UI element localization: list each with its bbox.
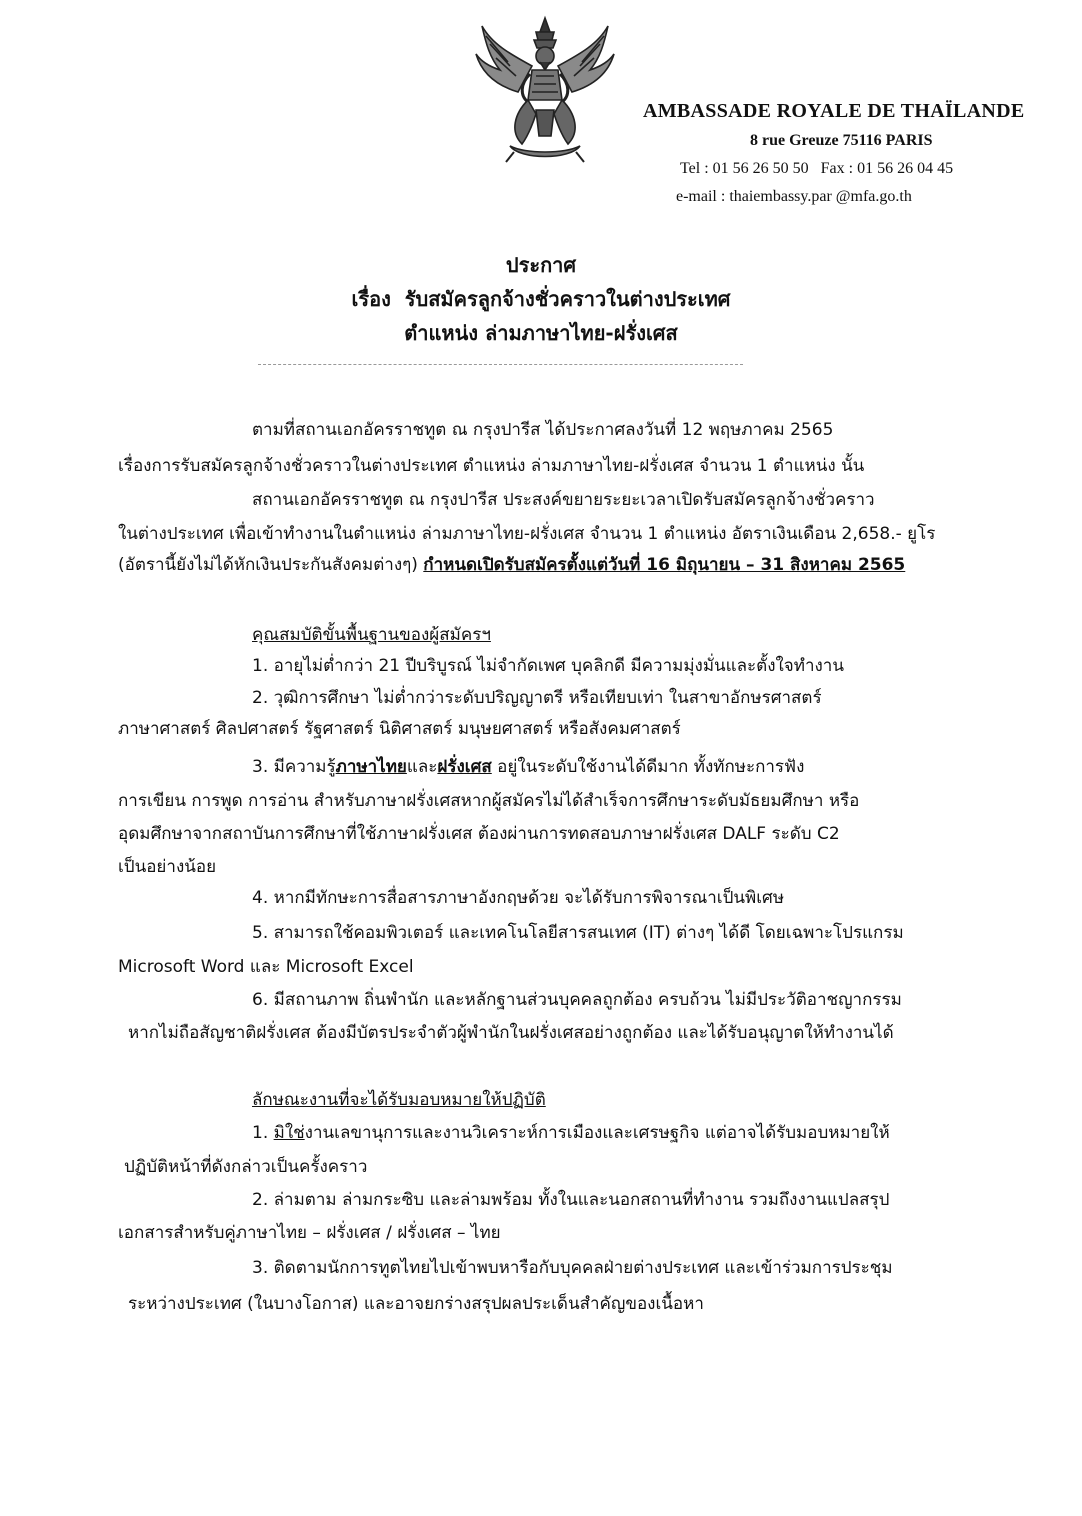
announcement-heading: ประกาศ [505, 253, 577, 277]
qualification-item-5b: Microsoft Word และ Microsoft Excel [118, 957, 414, 977]
embassy-address: 8 rue Greuze 75116 PARIS [750, 132, 933, 149]
duty-item-2b: เอกสารสำหรับคู่ภาษาไทย – ฝรั่งเศส / ฝรั่งเศส – ไทย [118, 1223, 501, 1243]
intro-line-3: สถานเอกอัครราชทูต ณ กรุงปารีส ประสงค์ขยายระยะเวลาเปิดรับสมัครลูกจ้างชั่วคราว [252, 490, 875, 510]
application-deadline: กำหนดเปิดรับสมัครตั้งแต่วันที่ 16 มิถุนายน – 31 สิงหาคม 2565 [423, 555, 906, 575]
q3-thai-language: ภาษาไทย [335, 757, 407, 777]
q3-french-language: ฝรั่งเศส [437, 757, 492, 777]
intro-line-2: เรื่องการรับสมัครลูกจ้างชั่วคราวในต่างประเทศ ตำแหน่ง ล่ามภาษาไทย-ฝรั่งเศส จำนวน 1 ตำแหน่ง นั้น [118, 456, 865, 476]
qualification-item-3b: การเขียน การพูด การอ่าน สำหรับภาษาฝรั่งเศสหากผู้สมัครไม่ได้สำเร็จการศึกษาระดับมัธยมศึกษา หรือ [118, 791, 860, 811]
intro-line-1: ตามที่สถานเอกอัครราชทูต ณ กรุงปารีส ได้ประกาศลงวันที่ 12 พฤษภาคม 2565 [252, 420, 834, 440]
qualification-item-2a: 2. วุฒิการศึกษา ไม่ต่ำกว่าระดับปริญญาตรี หรือเทียบเท่า ในสาขาอักษรศาสตร์ [252, 688, 822, 708]
duty-item-2a: 2. ล่ามตาม ล่ามกระซิบ และล่ามพร้อม ทั้งในและนอกสถานที่ทำงาน รวมถึงงานแปลสรุป [252, 1190, 890, 1210]
intro-line-5 [118, 553, 905, 577]
garuda-emblem-icon [470, 14, 620, 164]
qualification-item-1: 1. อายุไม่ต่ำกว่า 21 ปีบริบูรณ์ ไม่จำกัดเพศ บุคลิกดี มีความมุ่งมั่นและตั้งใจทำงาน [252, 656, 844, 676]
embassy-phone-fax: Tel : 01 56 26 50 50 Fax : 01 56 26 04 45 [680, 160, 954, 177]
qualification-item-3c: อุดมศึกษาจากสถาบันการศึกษาที่ใช้ภาษาฝรั่งเศส ต้องผ่านการทดสอบภาษาฝรั่งเศส DALF ระดับ C2 [118, 824, 840, 844]
announcement-subject: เรื่อง รับสมัครลูกจ้างชั่วคราวในต่างประเทศ [351, 287, 731, 311]
embassy-email: e-mail : thaiembassy.par @mfa.go.th [676, 188, 912, 205]
duty-item-1a [252, 1121, 890, 1145]
duty-item-1b: ปฏิบัติหน้าที่ดังกล่าวเป็นครั้งคราว [124, 1157, 368, 1177]
q3-text-3: อยู่ในระดับใช้งานได้ดีมาก ทั้งทักษะการฟัง [491, 757, 805, 777]
title-divider [258, 364, 743, 365]
qualification-item-2b: ภาษาศาสตร์ ศิลปศาสตร์ รัฐศาสตร์ นิติศาสตร์ มนุษยศาสตร์ หรือสังคมศาสตร์ [118, 719, 681, 739]
intro-line-4: ในต่างประเทศ เพื่อเข้าทำงานในตำแหน่ง ล่ามภาษาไทย-ฝรั่งเศส จำนวน 1 ตำแหน่ง อัตราเงินเดือน 2,658.- ยูโร [118, 524, 936, 544]
qualification-item-3a [252, 755, 804, 779]
qualification-item-5a: 5. สามารถใช้คอมพิวเตอร์ และเทคโนโลยีสารสนเทศ (IT) ต่างๆ ได้ดี โดยเฉพาะโปรแกรม [252, 923, 904, 943]
duty-1-number: 1. [252, 1123, 274, 1143]
duties-heading: ลักษณะงานที่จะได้รับมอบหมายให้ปฏิบัติ [252, 1090, 546, 1110]
q3-text-2: และ [406, 757, 438, 777]
qualification-item-3d: เป็นอย่างน้อย [118, 857, 217, 877]
q3-text-1: 3. มีความรู้ [252, 757, 336, 777]
duty-item-3b: ระหว่างประเทศ (ในบางโอกาส) และอาจยกร่างสรุปผลประเด็นสำคัญของเนื้อหา [128, 1294, 704, 1314]
intro-line-5-prefix: (อัตรานี้ยังไม่ได้หักเงินประกันสังคมต่างๆ) [118, 555, 424, 575]
qualification-item-6b: หากไม่ถือสัญชาติฝรั่งเศส ต้องมีบัตรประจำตัวผู้พำนักในฝรั่งเศสอย่างถูกต้อง และได้รับอนุญาตให้ทำงานได้ [128, 1023, 894, 1043]
embassy-name: AMBASSADE ROYALE DE THAÏLANDE [643, 100, 1025, 122]
duty-1-text: งานเลขานุการและงานวิเคราะห์การเมืองและเศรษฐกิจ แต่อาจได้รับมอบหมายให้ [304, 1123, 890, 1143]
duty-item-3a: 3. ติดตามนักการทูตไทยไปเข้าพบหารือกับบุคคลฝ่ายต่างประเทศ และเข้าร่วมการประชุม [252, 1258, 893, 1278]
announcement-position: ตำแหน่ง ล่ามภาษาไทย-ฝรั่งเศส [404, 321, 678, 345]
announcement-titles [0, 248, 1082, 350]
qualifications-heading: คุณสมบัติขั้นพื้นฐานของผู้สมัครฯ [252, 625, 491, 645]
duty-1-not: มิใช่ [273, 1123, 305, 1143]
qualification-item-6a: 6. มีสถานภาพ ถิ่นพำนัก และหลักฐานส่วนบุคคลถูกต้อง ครบถ้วน ไม่มีประวัติอาชญากรรม [252, 990, 902, 1010]
qualification-item-4: 4. หากมีทักษะการสื่อสารภาษาอังกฤษด้วย จะได้รับการพิจารณาเป็นพิเศษ [252, 888, 785, 908]
